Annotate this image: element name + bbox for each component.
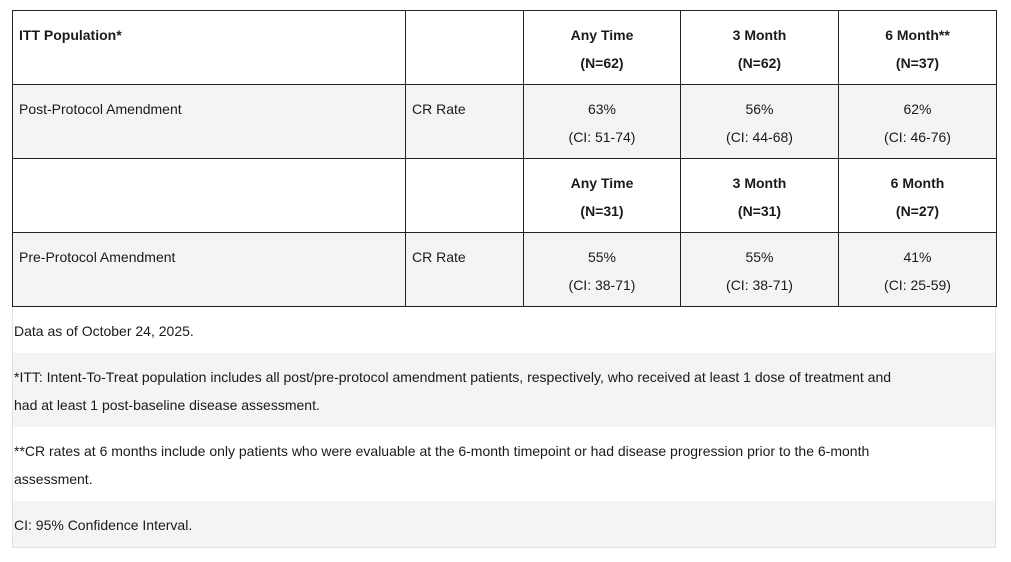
confidence-interval: (CI: 51-74) [568, 129, 636, 145]
column-header-any-time [524, 159, 681, 233]
column-title: Any Time [570, 175, 634, 191]
cr-rate-table [12, 10, 997, 307]
table-header-row-post [13, 11, 997, 85]
column-title: 3 Month [732, 175, 787, 191]
confidence-interval: (CI: 38-71) [568, 277, 636, 293]
cell-any-time [524, 85, 681, 159]
row-metric: CR Rate [406, 233, 524, 307]
confidence-interval: (CI: 38-71) [726, 277, 793, 293]
row-label-post-protocol: Post-Protocol Amendment [13, 85, 406, 159]
table-row-pre-protocol [13, 233, 997, 307]
data-as-of-text: Data as of October 24, 2025. [14, 323, 194, 339]
cr-rate-value: 55% [587, 249, 617, 265]
column-n: (N=37) [895, 55, 940, 71]
row-metric: CR Rate [406, 85, 524, 159]
footnotes [12, 307, 996, 548]
itt-population-header: ITT Population* [13, 11, 406, 85]
column-n: (N=62) [737, 55, 782, 71]
column-n: (N=27) [895, 203, 940, 219]
results-container [12, 10, 996, 548]
cr-rate-value: 62% [903, 101, 932, 117]
confidence-interval: (CI: 25-59) [884, 277, 951, 293]
column-header-3-month [681, 11, 839, 85]
column-header-6-month [839, 11, 997, 85]
empty-header-cell [406, 159, 524, 233]
ci-footnote [13, 501, 995, 547]
column-title: Any Time [570, 27, 634, 43]
cell-3-month [681, 85, 839, 159]
empty-header-cell [13, 159, 406, 233]
column-header-3-month [681, 159, 839, 233]
column-n: (N=62) [580, 55, 624, 71]
column-title: 6 Month [890, 175, 945, 191]
cr-rate-value: 63% [587, 101, 617, 117]
empty-header-cell [406, 11, 524, 85]
column-n: (N=31) [580, 203, 624, 219]
itt-footnote [13, 353, 995, 427]
cr-rate-value: 41% [903, 249, 932, 265]
cr-footnote-line: **CR rates at 6 months include only patients who were evaluable at the 6-month timepoint or had disease progression prior to the 6-month [14, 443, 870, 459]
cr-rate-value: 55% [745, 249, 774, 265]
cell-3-month [681, 233, 839, 307]
itt-footnote-line: had at least 1 post-baseline disease assessment. [14, 397, 320, 413]
column-title: 6 Month** [885, 27, 950, 43]
table-row-post-protocol [13, 85, 997, 159]
confidence-interval: (CI: 44-68) [726, 129, 793, 145]
table-header-row-pre [13, 159, 997, 233]
row-label-pre-protocol: Pre-Protocol Amendment [13, 233, 406, 307]
cell-6-month [839, 233, 997, 307]
cell-any-time [524, 233, 681, 307]
column-title: 3 Month [732, 27, 787, 43]
cr-rate-footnote [13, 427, 995, 501]
cr-footnote-line: assessment. [14, 471, 93, 487]
data-as-of-note [13, 307, 995, 353]
cell-6-month [839, 85, 997, 159]
itt-footnote-line: *ITT: Intent-To-Treat population includes all post/pre-protocol amendment patients, respectively, who received at least 1 dose of treatment and [14, 369, 892, 385]
ci-footnote-text: CI: 95% Confidence Interval. [14, 517, 193, 533]
cr-rate-value: 56% [745, 101, 774, 117]
column-header-6-month [839, 159, 997, 233]
column-n: (N=31) [737, 203, 782, 219]
column-header-any-time [524, 11, 681, 85]
confidence-interval: (CI: 46-76) [884, 129, 951, 145]
